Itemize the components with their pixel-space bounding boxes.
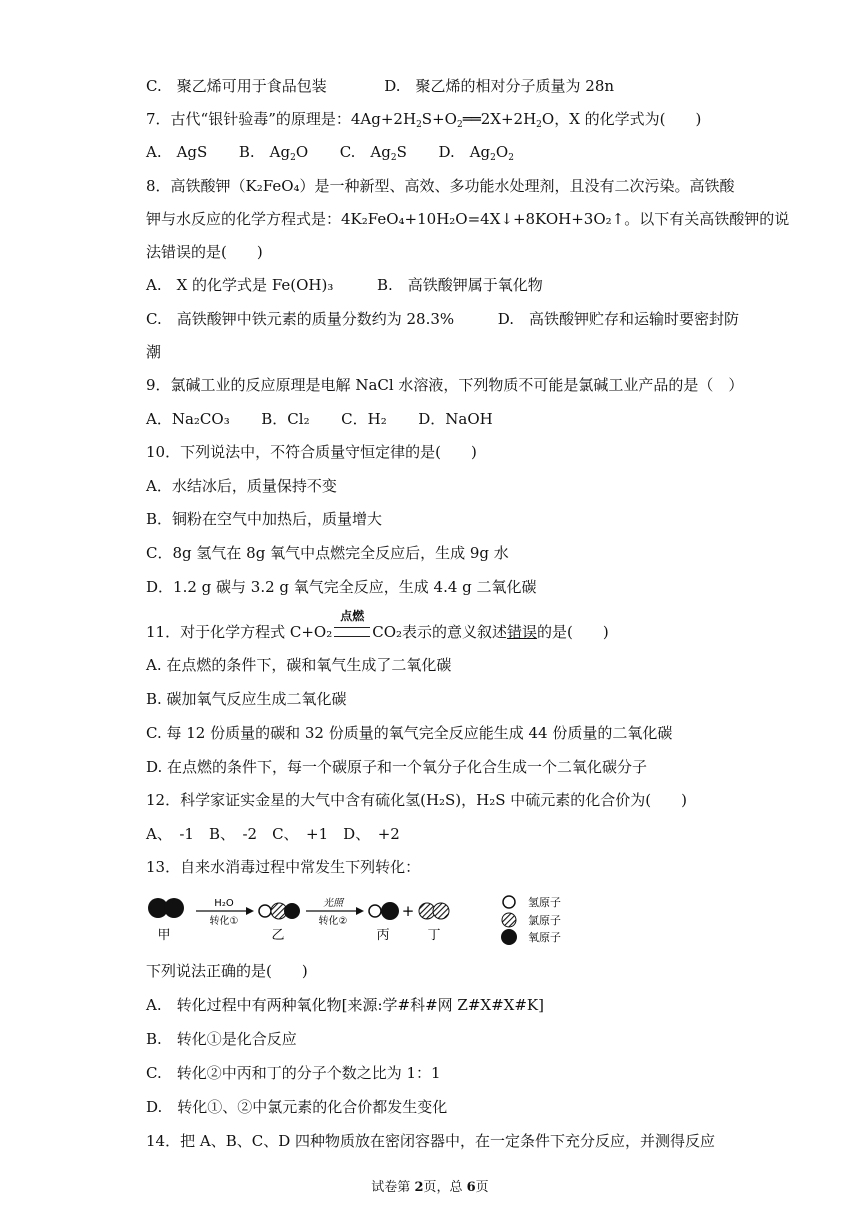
legend-oxygen-label: 氧原子 [528, 931, 561, 944]
molecule-jia [148, 898, 184, 918]
q9-options-row [146, 408, 493, 430]
q9-option-d: D．NaOH [418, 410, 493, 428]
legend-chlorine-icon [502, 913, 516, 927]
q8-option-b: B. 高铁酸钾属于氧化物 [376, 276, 543, 294]
q14-stem: 14．把 A、B、C、D 四种物质放在密闭容器中，在一定条件下充分反应，并测得反应 [146, 1132, 715, 1150]
q8-option-c: C. 高铁酸钾中铁元素的质量分数约为 28.3% [146, 310, 455, 328]
q11-stem-mid: CO₂表示的意义叙述 [372, 623, 508, 641]
molecule-ding [419, 903, 449, 919]
q8-stem-line1: 8．高铁酸钾（K₂FeO₄）是一种新型、高效、多功能水处理剂，且没有二次污染。高铁酸 [146, 177, 735, 195]
q7-stem-d: O，X 的化学式为( ) [541, 110, 702, 128]
footer-total-pages: 6 [466, 1180, 476, 1195]
q11-stem-emphasis: 错误 [507, 623, 538, 641]
q11-stem-post: 的是( ) [537, 623, 609, 641]
q13-option-b: B. 转化①是化合反应 [146, 1030, 297, 1048]
q11-option-b: B. 碳加氧气反应生成二氧化碳 [146, 690, 347, 708]
q11-option-d: D. 在点燃的条件下，每一个碳原子和一个氧分子化合生成一个二氧化碳分子 [146, 758, 648, 776]
q8-stem-line3: 法错误的是( ) [146, 243, 263, 261]
page-footer [0, 1176, 860, 1195]
footer-page-number: 2 [414, 1180, 424, 1195]
q7-option-b: B. $Ag_2O$ [238, 143, 309, 163]
q9-option-b: B．Cl₂ [261, 410, 310, 428]
label-yi: 乙 [271, 928, 285, 943]
q13-option-d: D. 转化①、②中氯元素的化合价都发生变化 [146, 1098, 448, 1116]
q10-option-c: C．8g 氢气在 8g 氧气中点燃完全反应后，生成 9g 水 [146, 544, 509, 562]
label-jia: 甲 [157, 928, 171, 943]
q7-options-row [146, 141, 514, 163]
molecule-yi [259, 903, 300, 919]
arrow2-top-label: 光照 [323, 898, 343, 909]
molecule-bing [369, 902, 399, 920]
arrow1-bottom-label: 转化① [209, 916, 239, 927]
q8-options-row1 [146, 274, 543, 296]
plus-sign: + [401, 902, 415, 920]
legend-hydrogen-icon [503, 896, 515, 908]
reaction-condition-sign [332, 609, 372, 637]
q7-option-d: D. $Ag_2O_2$ [438, 143, 514, 163]
legend [501, 895, 561, 945]
q10-option-b: B．铜粉在空气中加热后，质量增大 [146, 510, 383, 528]
arrow1-top-label: H₂O [214, 898, 234, 909]
q11-option-c: C. 每 12 份质量的碳和 32 份质量的氧气完全反应能生成 44 份质量的二氧化碳 [146, 724, 673, 742]
q11-stem [146, 609, 609, 643]
footer-mid: 页，总 [423, 1180, 467, 1195]
q9-option-c: C．H₂ [341, 410, 387, 428]
q8-option-d: D. 高铁酸钾贮存和运输时要密封防 [497, 310, 739, 328]
footer-post: 页 [475, 1180, 489, 1195]
q13-option-c: C. 转化②中丙和丁的分子个数之比为 1：1 [146, 1064, 441, 1082]
legend-chlorine-label: 氯原子 [528, 914, 561, 927]
q10-stem: 10．下列说法中，不符合质量守恒定律的是( ) [146, 443, 477, 461]
legend-hydrogen-label: 氢原子 [528, 896, 561, 909]
q8-option-a: A. X 的化学式是 Fe(OH)₃ [146, 276, 334, 294]
q12-stem: 12．科学家证实金星的大气中含有硫化氢(H₂S)，H₂S 中硫元素的化合价为( ) [146, 791, 688, 809]
q11-stem-pre: 11．对于化学方程式 C+O₂ [146, 623, 333, 641]
q7-option-a: A. AgS [146, 143, 208, 161]
legend-oxygen-icon [501, 929, 517, 945]
arrow2-bottom-label: 转化② [318, 916, 348, 927]
q8-options-row2 [146, 308, 739, 330]
q13-option-a: A. 转化过程中有两种氧化物[来源:学#科#网 Z#X#X#K] [146, 996, 544, 1014]
q7-stem-c: ══2X+2H [462, 110, 537, 128]
double-line-equals-icon [334, 627, 370, 637]
label-bing: 丙 [376, 928, 390, 943]
label-ding: 丁 [427, 928, 441, 943]
q7-stem-a: 7．古代“银针验毒”的原理是：4Ag+2H [146, 110, 417, 128]
q8-stem-line2: 钾与水反应的化学方程式是：4K₂FeO₄+10H₂O=4X↓+8KOH+3O₂↑。以下有关高铁酸钾的说 [146, 210, 790, 228]
q13-prompt: 下列说法正确的是( ) [146, 962, 308, 980]
q7-stem: 7．古代“银针验毒”的原理是：$4Ag+2H_2S+O_2══2X+2H_2O$，X 的化学式为( ) [146, 110, 702, 130]
q6-options-row [146, 75, 614, 97]
molecule-conversion-diagram [146, 893, 616, 945]
q6-option-c: C. 聚乙烯可用于食品包装 [146, 77, 327, 95]
q11-option-a: A. 在点燃的条件下，碳和氧气生成了二氧化碳 [146, 656, 452, 674]
q13-stem: 13．自来水消毒过程中常发生下列转化： [146, 858, 421, 876]
q10-option-a: A．水结冰后，质量保持不变 [146, 477, 337, 495]
q10-option-d: D．1.2 g 碳与 3.2 g 氧气完全反应，生成 4.4 g 二氧化碳 [146, 578, 537, 596]
q9-option-a: A．Na₂CO₃ [146, 410, 230, 428]
condition-label: 点燃 [340, 609, 365, 623]
q12-options: A、 -1 B、 -2 C、 +1 D、 +2 [146, 825, 400, 843]
q8-option-d-cont: 潮 [146, 343, 162, 361]
q6-option-d: D. 聚乙烯的相对分子质量为 28n [384, 77, 615, 95]
q7-stem-b: S+O [421, 110, 457, 128]
footer-pre: 试卷第 [371, 1180, 415, 1195]
q9-stem: 9．氯碱工业的反应原理是电解 NaCl 水溶液，下列物质不可能是氯碱工业产品的是（ ） [146, 376, 744, 394]
q7-option-c: C. $Ag_2S$ [339, 143, 407, 163]
